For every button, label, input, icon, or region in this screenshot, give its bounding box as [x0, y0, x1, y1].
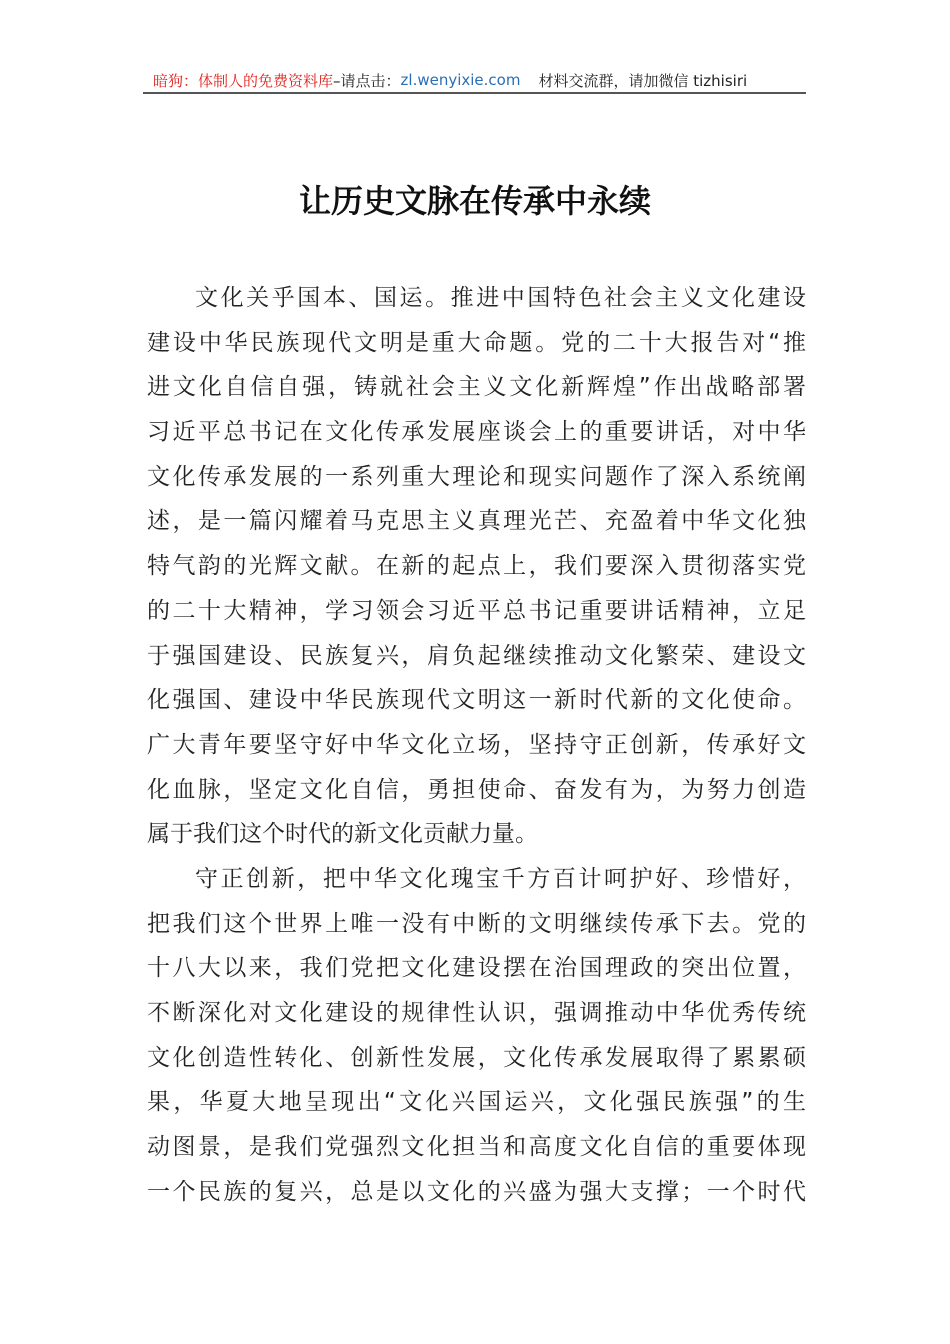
text-line: 文化传承发展的一系列重大理论和现实问题作了深入系统阐 [147, 463, 806, 490]
text-line: 化血脉，坚定文化自信，勇担使命、奋发有为，为努力创造 [147, 776, 806, 803]
promo-url-link[interactable]: zl.wenyixie.com [400, 71, 521, 89]
document-title: 让历史文脉在传承中永续 [298, 182, 651, 220]
promo-header [143, 68, 806, 94]
text-line: 十八大以来，我们党把文化建设摆在治国理政的突出位置， [147, 955, 806, 982]
text-line: 果，华夏大地呈现出“文化兴国运兴，文化强民族强”的生 [147, 1089, 806, 1116]
promo-site-name: 暗狗：体制人的免费资料库 [153, 71, 334, 90]
text-line: 特气韵的光辉文献。在新的起点上，我们要深入贯彻落实党 [147, 553, 806, 580]
text-line: 动图景，是我们党强烈文化担当和高度文化自信的重要体现 [147, 1134, 806, 1161]
text-line: 建设中华民族现代文明是重大命题。党的二十大报告对“推 [147, 329, 806, 356]
text-line: 一个民族的复兴，总是以文化的兴盛为强大支撑；一个时代 [147, 1178, 806, 1205]
text-line: 化强国、建设中华民族现代文明这一新时代新的文化使命。 [147, 687, 806, 714]
text-line: 述，是一篇闪耀着马克思主义真理光芒、充盈着中华文化独 [147, 508, 806, 535]
text-line: 进文化自信自强，铸就社会主义文化新辉煌”作出战略部署 [147, 374, 806, 401]
text-line: 文化关乎国本、国运。推进中国特色社会主义文化建设 [195, 285, 806, 311]
text-line: 于强国建设、民族复兴，肩负起继续推动文化繁荣、建设文 [147, 642, 806, 669]
paragraph [147, 283, 806, 864]
text-line: 习近平总书记在文化传承发展座谈会上的重要讲话，对中华 [147, 419, 806, 446]
text-line: 把我们这个世界上唯一没有中断的文明继续传承下去。党的 [147, 910, 806, 937]
text-line: 的二十大精神，学习领会习近平总书记重要讲话精神，立足 [147, 597, 806, 624]
text-line: 不断深化对文化建设的规律性认识，强调推动中华优秀传统 [147, 1000, 806, 1026]
text-line: 广大青年要坚守好中华文化立场，坚持守正创新，传承好文 [147, 731, 806, 758]
text-line: 守正创新，把中华文化瑰宝千方百计呵护好、珍惜好， [195, 865, 806, 892]
paragraph [147, 864, 806, 1222]
promo-click-label: –请点击： [333, 71, 401, 90]
promo-wechat-note: 材料交流群，请加微信 tizhisiri [538, 71, 748, 90]
document-body [147, 283, 806, 1221]
text-line: 文化创造性转化、创新性发展，文化传承发展取得了累累硕 [147, 1044, 806, 1071]
text-line: 属于我们这个时代的新文化贡献力量。 [147, 821, 538, 848]
